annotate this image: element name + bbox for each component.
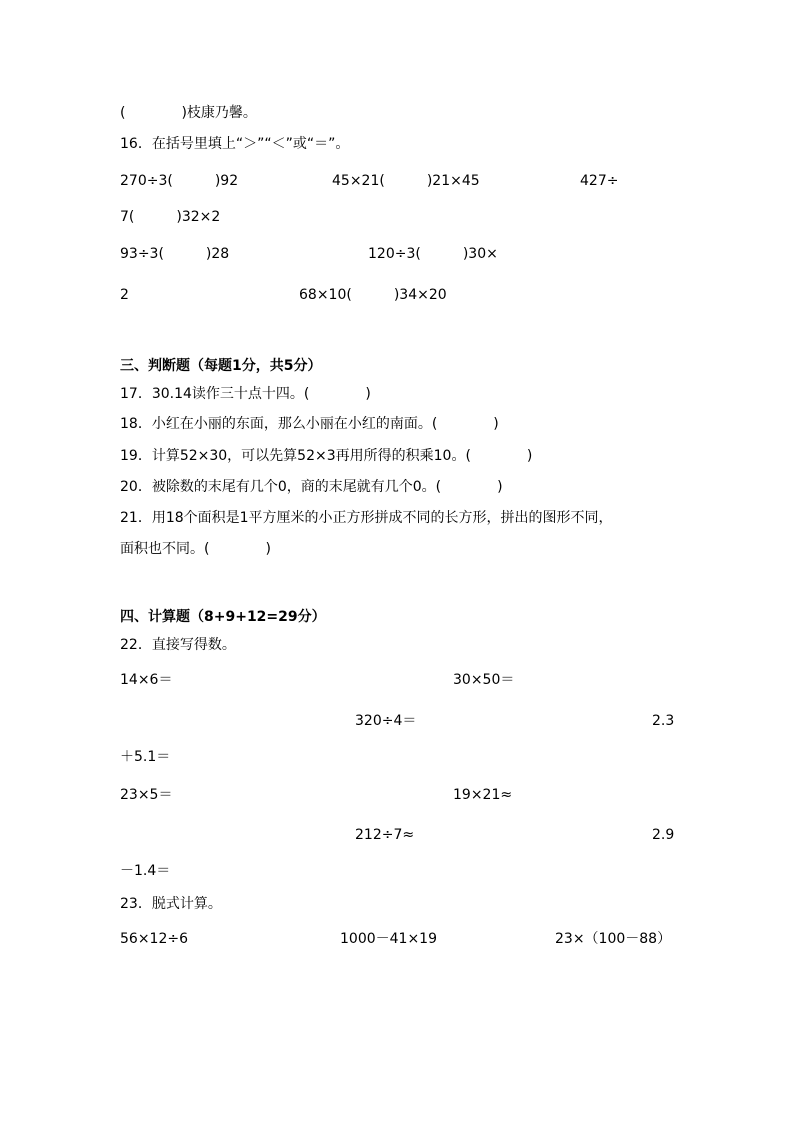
q22-expr-d-start: 2.3 xyxy=(652,713,675,729)
q16-expr-4: 93÷3( )28 xyxy=(120,246,230,262)
q16-expr-3-start: 427÷ xyxy=(580,173,619,189)
q22-expr-g: 212÷7≈ xyxy=(355,827,415,843)
q22-expr-c: 320÷4＝ xyxy=(355,713,417,729)
q15-tail-text: ( )枝康乃馨。 xyxy=(120,105,257,121)
q16-expr-5-end: 2 xyxy=(120,287,129,303)
q20-item: 20．被除数的末尾有几个0，商的末尾就有几个0。( ) xyxy=(120,479,503,495)
section3-heading: 三、判断题（每题1分，共5分） xyxy=(120,358,322,374)
q22-expr-f: 19×21≈ xyxy=(453,787,513,803)
q16-expr-5-start: 120÷3( )30× xyxy=(368,246,498,262)
q23-expr-c: 23×（100－88） xyxy=(555,931,672,947)
q22-expr-a: 14×6＝ xyxy=(120,672,173,688)
q22-expr-d-end: ＋5.1＝ xyxy=(120,749,171,765)
q23-title: 23．脱式计算。 xyxy=(120,896,222,912)
q23-expr-b: 1000－41×19 xyxy=(340,931,437,947)
q19-item: 19．计算52×30，可以先算52×3再用所得的积乘10。( ) xyxy=(120,448,533,464)
q22-expr-e: 23×5＝ xyxy=(120,787,173,803)
q21-item-line1: 21．用18个面积是1平方厘米的小正方形拼成不同的长方形，拼出的图形不同， xyxy=(120,510,613,526)
q22-expr-b: 30×50＝ xyxy=(453,672,515,688)
q18-item: 18．小红在小丽的东面，那么小丽在小红的南面。( ) xyxy=(120,416,499,432)
q22-title: 22．直接写得数。 xyxy=(120,637,236,653)
q23-expr-a: 56×12÷6 xyxy=(120,931,188,947)
q22-expr-h-end: －1.4＝ xyxy=(120,863,171,879)
q17-item: 17．30.14读作三十点十四。( ) xyxy=(120,386,371,402)
q21-item-line2: 面积也不同。( ) xyxy=(120,541,271,557)
q16-title: 16．在括号里填上“＞”“＜”或“＝”。 xyxy=(120,136,350,152)
q16-expr-2: 45×21( )21×45 xyxy=(332,173,480,189)
q22-expr-h-start: 2.9 xyxy=(652,827,675,843)
q16-expr-6: 68×10( )34×20 xyxy=(299,287,447,303)
section4-heading: 四、计算题（8+9+12=29分） xyxy=(120,609,326,625)
q16-expr-3-end: 7( )32×2 xyxy=(120,209,221,225)
q16-expr-1: 270÷3( )92 xyxy=(120,173,239,189)
